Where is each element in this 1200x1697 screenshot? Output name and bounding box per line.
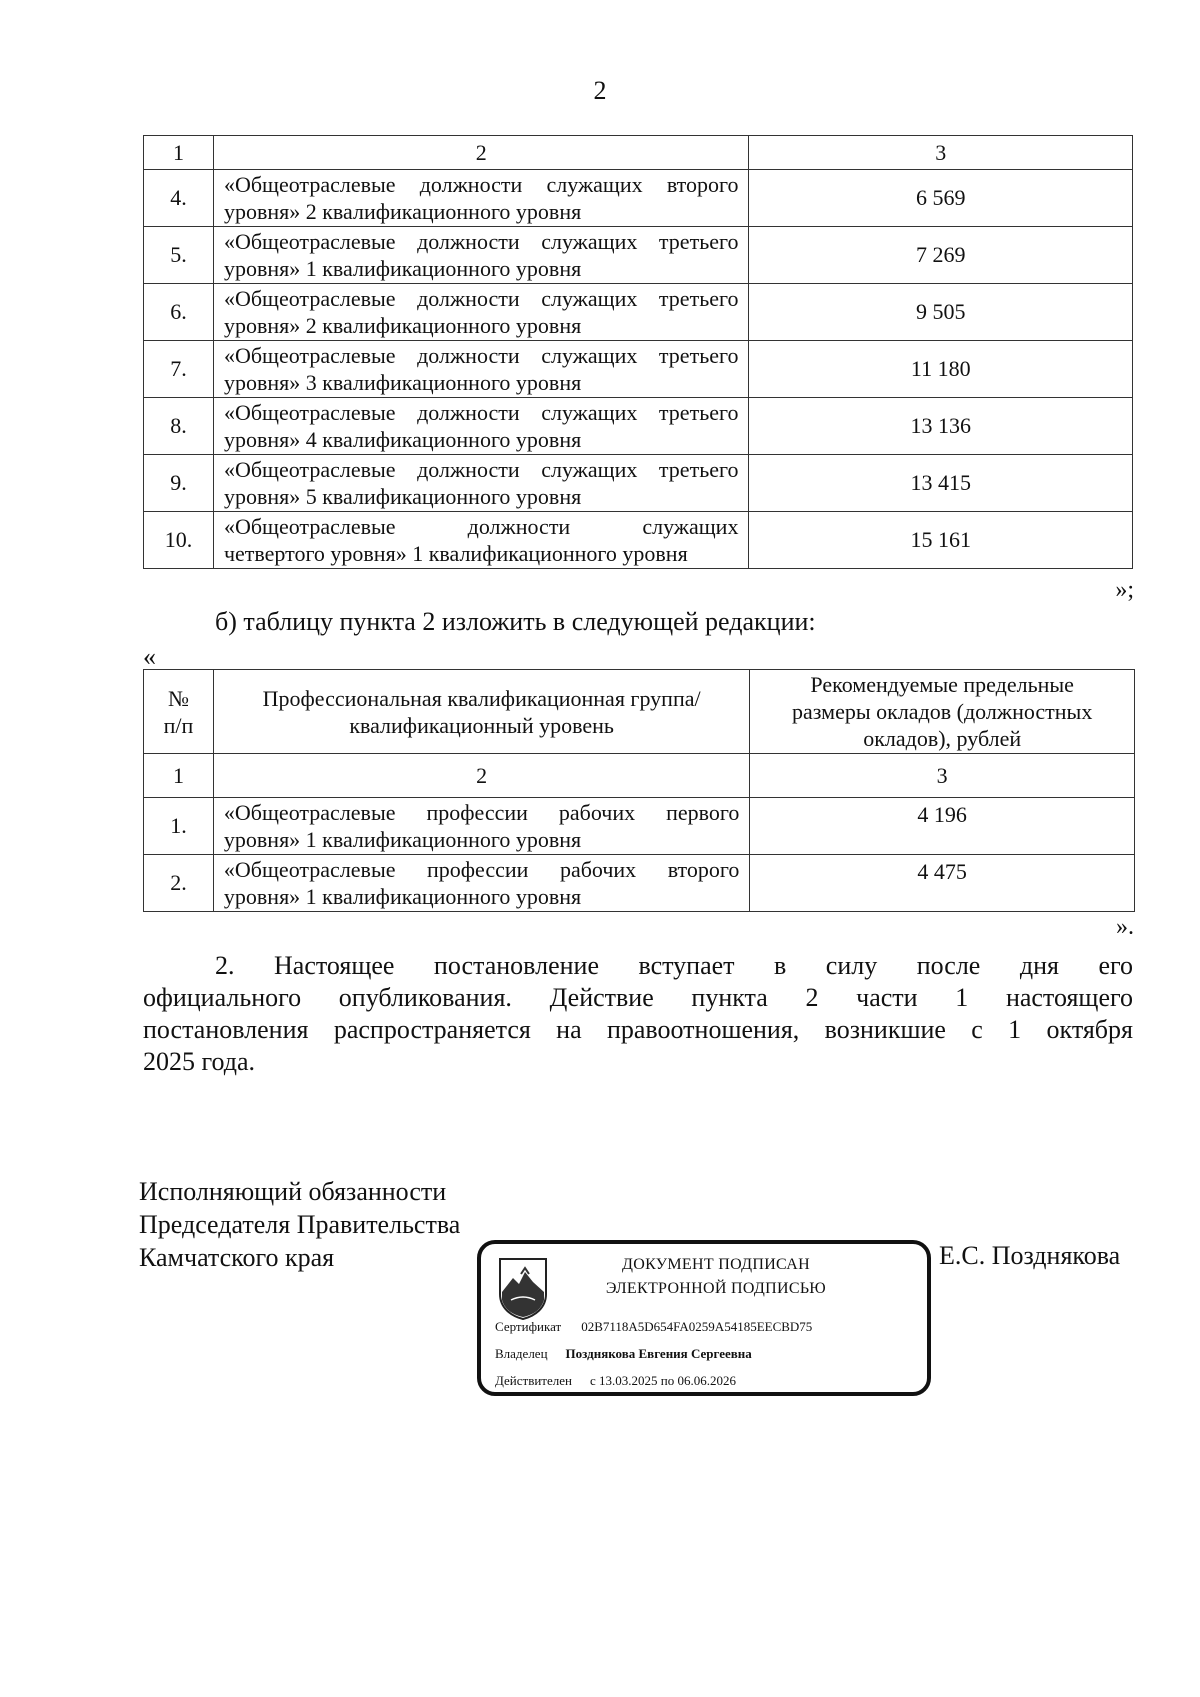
salary-value: 9 505 [749, 284, 1133, 341]
paragraph-2-line: постановления распространяется на правоотношения, возникшие с 1 октября [143, 1015, 1133, 1044]
column-index-3: 3 [750, 754, 1135, 798]
row-number: 10. [144, 512, 214, 569]
stamp-title: ДОКУМЕНТ ПОДПИСАН ЭЛЕКТРОННОЙ ПОДПИСЬЮ [605, 1256, 827, 1297]
row-number: 7. [144, 341, 214, 398]
salary-value: 11 180 [749, 341, 1133, 398]
table-row [144, 398, 1133, 455]
certificate-value: 02B7118A5D654FA0259A54185EECBD75 [581, 1319, 813, 1334]
table2-opening-quote: « [143, 642, 156, 671]
column-index-2: 2 [213, 754, 749, 798]
validity-row [495, 1373, 736, 1389]
table-index-row [144, 754, 1135, 798]
paragraph-2-line: официального опубликования. Действие пункта 2 части 1 настоящего [143, 983, 1133, 1012]
table-index-row [144, 136, 1133, 170]
salary-value: 7 269 [749, 227, 1133, 284]
qualification-group-name: «Общеотраслевые должности служащих третьего уровня» 2 квалификационного уровня [213, 284, 749, 341]
qualification-group-name: «Общеотраслевые должности служащих третьего уровня» 4 квалификационного уровня [213, 398, 749, 455]
salary-table-employees [143, 135, 1133, 569]
column-index-2: 2 [213, 136, 749, 170]
salary-value: 13 415 [749, 455, 1133, 512]
qualification-group-name: «Общеотраслевые должности служащих третьего уровня» 5 квалификационного уровня [213, 455, 749, 512]
salary-value: 13 136 [749, 398, 1133, 455]
row-number: 2. [144, 855, 214, 912]
certificate-label: Сертификат [495, 1319, 562, 1334]
signatory-name: Е.С. Позднякова [939, 1241, 1121, 1270]
table2-closing-quote: ». [1116, 914, 1134, 940]
header-row-number: № п/п [144, 670, 214, 754]
salary-value: 15 161 [749, 512, 1133, 569]
table-row [144, 855, 1135, 912]
column-index-1: 1 [144, 136, 214, 170]
salary-table-workers [143, 669, 1135, 912]
signatory-position: Исполняющий обязанности Председателя Правительства Камчатского края [139, 1177, 461, 1272]
page-number: 2 [593, 76, 607, 105]
qualification-group-name: «Общеотраслевые профессии рабочих второго уровня» 1 квалификационного уровня [213, 855, 749, 912]
qualification-group-name: «Общеотраслевые должности служащих второго уровня» 2 квалификационного уровня [213, 170, 749, 227]
table-row [144, 284, 1133, 341]
header-salary: Рекомендуемые предельные размеры окладов (должностных окладов), рублей [750, 670, 1135, 754]
row-number: 5. [144, 227, 214, 284]
table-header-row [144, 670, 1135, 754]
table-row [144, 455, 1133, 512]
kamchatka-emblem-icon [497, 1256, 549, 1320]
header-qualification-group: Профессиональная квалификационная группа/ квалификационный уровень [213, 670, 749, 754]
qualification-group-name: «Общеотраслевые должности служащих четвертого уровня» 1 квалификационного уровня [213, 512, 749, 569]
column-index-3: 3 [749, 136, 1133, 170]
paragraph-2-line: 2. Настоящее постановление вступает в силу после дня его [215, 951, 1133, 980]
row-number: 6. [144, 284, 214, 341]
table-row [144, 341, 1133, 398]
row-number: 9. [144, 455, 214, 512]
qualification-group-name: «Общеотраслевые должности служащих третьего уровня» 1 квалификационного уровня [213, 227, 749, 284]
paragraph-2 [143, 950, 1133, 1078]
row-number: 8. [144, 398, 214, 455]
table1-closing-quote: »; [1115, 577, 1134, 603]
paragraph-2-line: 2025 года. [143, 1047, 256, 1076]
column-index-1: 1 [144, 754, 214, 798]
owner-value: Позднякова Евгения Сергеевна [565, 1346, 752, 1361]
electronic-signature-stamp [477, 1240, 931, 1396]
qualification-group-name: «Общеотраслевые должности служащих третьего уровня» 3 квалификационного уровня [213, 341, 749, 398]
certificate-row [495, 1319, 812, 1335]
paragraph-b: б) таблицу пункта 2 изложить в следующей редакции: [215, 607, 816, 636]
row-number: 4. [144, 170, 214, 227]
table-row [144, 170, 1133, 227]
owner-row [495, 1346, 752, 1362]
owner-label: Владелец [495, 1346, 548, 1361]
row-number: 1. [144, 798, 214, 855]
validity-value: с 13.03.2025 по 06.06.2026 [589, 1373, 736, 1388]
qualification-group-name: «Общеотраслевые профессии рабочих первого уровня» 1 квалификационного уровня [213, 798, 749, 855]
table-row [144, 227, 1133, 284]
validity-label: Действителен [495, 1373, 572, 1388]
salary-value: 4 475 [750, 855, 1135, 912]
table-row [144, 798, 1135, 855]
salary-value: 4 196 [750, 798, 1135, 855]
table-row [144, 512, 1133, 569]
salary-value: 6 569 [749, 170, 1133, 227]
